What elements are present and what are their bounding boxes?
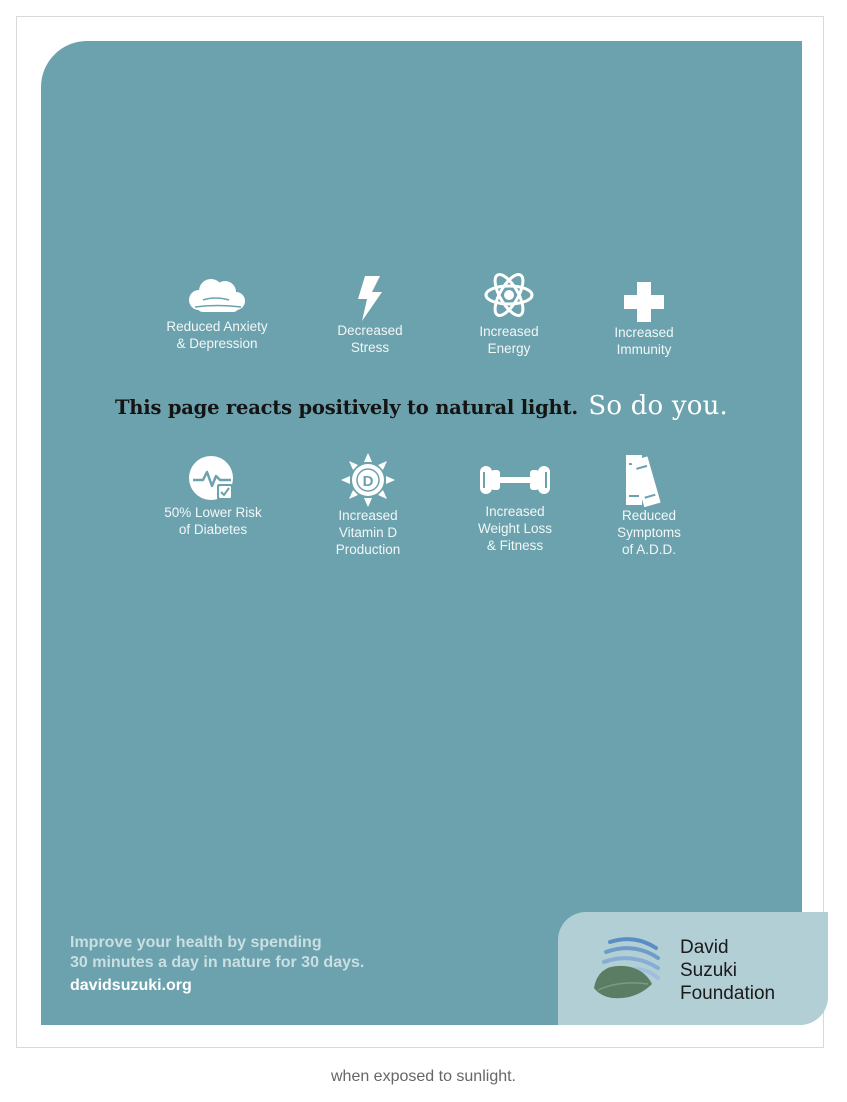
benefit-reduced-anxiety	[147, 274, 287, 352]
logo-line-1: David	[680, 937, 729, 958]
benefit-label: 50% Lower Risk of Diabetes	[164, 505, 262, 537]
headline-accent: So do you.	[588, 391, 729, 421]
cloud-icon	[185, 274, 249, 318]
dumbbell-icon	[478, 457, 552, 503]
sun-vitamin-d-icon	[341, 453, 395, 507]
benefit-label: Increased Immunity	[614, 325, 674, 357]
headline-main: This page reacts positively to natural light.	[114, 396, 578, 419]
call-to-action	[70, 933, 364, 996]
medical-cross-icon	[624, 280, 664, 324]
logo-line-3: Foundation	[680, 983, 776, 1004]
logo-line-2: Suzuki	[680, 960, 738, 981]
logo-box	[558, 912, 828, 1025]
benefit-label: Increased Energy	[479, 324, 539, 356]
headline	[41, 391, 802, 421]
lightning-bolt-icon	[350, 274, 390, 322]
benefit-increased-immunity	[574, 280, 714, 358]
sun-icon-letter: D	[362, 473, 374, 490]
website-link[interactable]: davidsuzuki.org	[70, 977, 192, 994]
logo-text	[680, 936, 775, 1005]
benefit-label: Decreased Stress	[337, 323, 403, 355]
benefit-label: Increased Vitamin D Production	[335, 508, 401, 557]
cta-line-1: Improve your health by spending	[70, 934, 322, 951]
atom-icon	[483, 267, 535, 323]
benefit-reduced-add	[579, 453, 719, 558]
benefit-increased-energy	[439, 267, 579, 357]
caption: when exposed to sunlight.	[330, 1068, 516, 1085]
benefit-label: Reduced Anxiety & Depression	[166, 319, 268, 351]
foundation-logo-icon	[590, 934, 662, 1006]
benefit-weight-loss	[445, 457, 585, 554]
heart-monitor-icon	[187, 454, 239, 504]
poster	[41, 41, 802, 1025]
benefit-lower-diabetes-risk	[143, 454, 283, 538]
benefit-vitamin-d	[298, 453, 438, 558]
cta-line-2: 30 minutes a day in nature for 30 days.	[70, 954, 365, 971]
benefit-decreased-stress	[300, 274, 440, 356]
books-icon	[622, 453, 676, 507]
benefit-label: Reduced Symptoms of A.D.D.	[617, 508, 681, 557]
benefit-label: Increased Weight Loss & Fitness	[477, 504, 553, 553]
